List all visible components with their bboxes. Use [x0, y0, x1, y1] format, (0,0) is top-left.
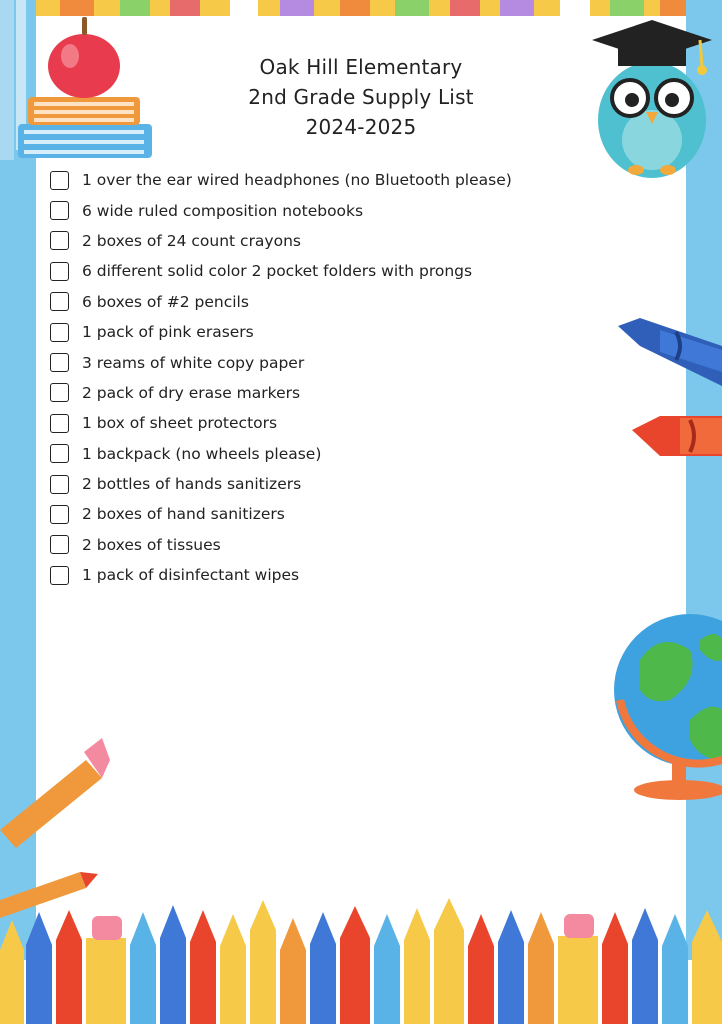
- checklist-item: [50, 317, 512, 347]
- checklist-item: [50, 378, 512, 408]
- checklist-item: [50, 195, 512, 225]
- checkbox[interactable]: [50, 292, 69, 311]
- item-label: 6 wide ruled composition notebooks: [82, 201, 364, 220]
- item-label: 2 boxes of 24 count crayons: [82, 231, 301, 250]
- item-label: 1 pack of disinfectant wipes: [82, 566, 300, 585]
- red-crayon-icon: [632, 416, 722, 456]
- checkbox[interactable]: [50, 566, 69, 585]
- checklist-item: [50, 469, 512, 499]
- globe-icon: [614, 614, 722, 800]
- school-year: 2024-2025: [305, 115, 417, 139]
- checklist-item: [50, 256, 512, 286]
- colored-pencils-border: [0, 898, 722, 1024]
- checkbox[interactable]: [50, 201, 69, 220]
- checklist-item: [50, 165, 512, 195]
- checkbox[interactable]: [50, 231, 69, 250]
- checkbox[interactable]: [50, 444, 69, 463]
- item-label: 2 pack of dry erase markers: [82, 383, 301, 402]
- checkbox[interactable]: [50, 353, 69, 372]
- blue-crayon-icon: [618, 318, 722, 386]
- checkbox[interactable]: [50, 383, 69, 402]
- item-label: 2 boxes of hand sanitizers: [82, 505, 285, 524]
- checklist-item: [50, 287, 512, 317]
- checklist-item: [50, 226, 512, 256]
- checklist-item: [50, 347, 512, 377]
- item-label: 1 box of sheet protectors: [82, 414, 278, 433]
- checkbox[interactable]: [50, 323, 69, 342]
- item-label: 2 boxes of tissues: [82, 535, 221, 554]
- item-label: 1 pack of pink erasers: [82, 323, 254, 342]
- top-pencil-strip: [36, 0, 686, 16]
- pencil-icon: [0, 738, 110, 918]
- checkbox[interactable]: [50, 475, 69, 494]
- checklist-item: [50, 530, 512, 560]
- list-title: 2nd Grade Supply List: [248, 85, 474, 109]
- item-label: 6 different solid color 2 pocket folders with prongs: [82, 262, 473, 281]
- item-label: 1 backpack (no wheels please): [82, 444, 322, 463]
- item-label: 2 bottles of hands sanitizers: [82, 475, 302, 494]
- checkbox[interactable]: [50, 414, 69, 433]
- supply-checklist: [50, 165, 512, 590]
- checklist-item: [50, 499, 512, 529]
- checkbox[interactable]: [50, 171, 69, 190]
- checklist-item: [50, 560, 512, 590]
- checklist-item: [50, 439, 512, 469]
- item-label: 1 over the ear wired headphones (no Bluetooth please): [82, 171, 512, 190]
- school-name: Oak Hill Elementary: [259, 55, 463, 79]
- checklist-item: [50, 408, 512, 438]
- item-label: 3 reams of white copy paper: [82, 353, 305, 372]
- checkbox[interactable]: [50, 505, 69, 524]
- checkbox[interactable]: [50, 535, 69, 554]
- checkbox[interactable]: [50, 262, 69, 281]
- item-label: 6 boxes of #2 pencils: [82, 292, 249, 311]
